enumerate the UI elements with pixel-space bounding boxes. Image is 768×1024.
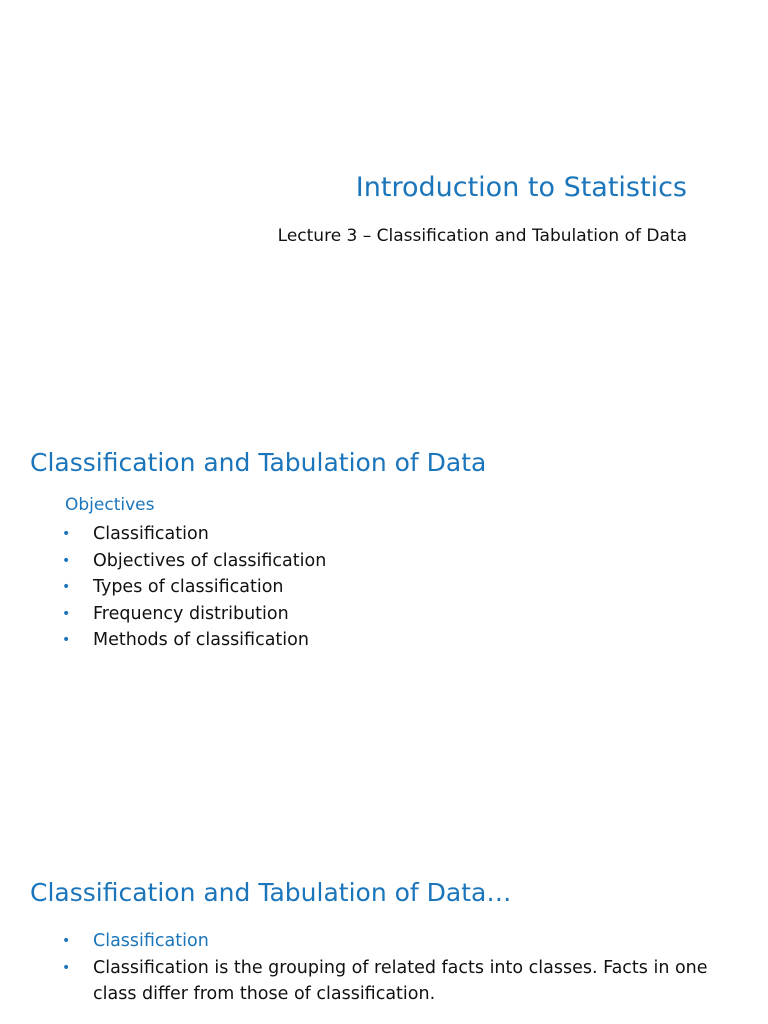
lecture-subtitle: Lecture 3 – Classification and Tabulation of Data [277,226,687,246]
objectives-label: Objectives [65,495,155,515]
slide-heading: Classification and Tabulation of Data… [30,878,512,907]
bullet-icon: • [62,526,71,542]
classification-list [60,928,740,1008]
list-item: • Classification is the grouping of related facts into classes. Facts in one class differ from those of classification. [60,955,740,1008]
bullet-icon: • [62,933,71,949]
list-item: • Frequency distribution [60,601,326,628]
bullet-icon: • [62,632,71,648]
bullet-icon: • [62,959,71,976]
bullet-icon: • [62,552,71,569]
title-slide [0,0,768,410]
classification-slide [0,860,768,1024]
list-item: • Types of classification [60,574,326,601]
list-item: • Classification [60,521,326,548]
slide-heading: Classification and Tabulation of Data [30,448,487,477]
list-item: • Classification [60,928,740,955]
objectives-slide [0,430,768,840]
list-item: • Methods of classification [60,627,326,654]
list-item: • Objectives of classification [60,548,326,575]
presentation-title: Introduction to Statistics [355,172,687,203]
bullet-icon: • [62,605,71,622]
bullet-icon: • [62,579,71,595]
objectives-list [60,521,326,654]
